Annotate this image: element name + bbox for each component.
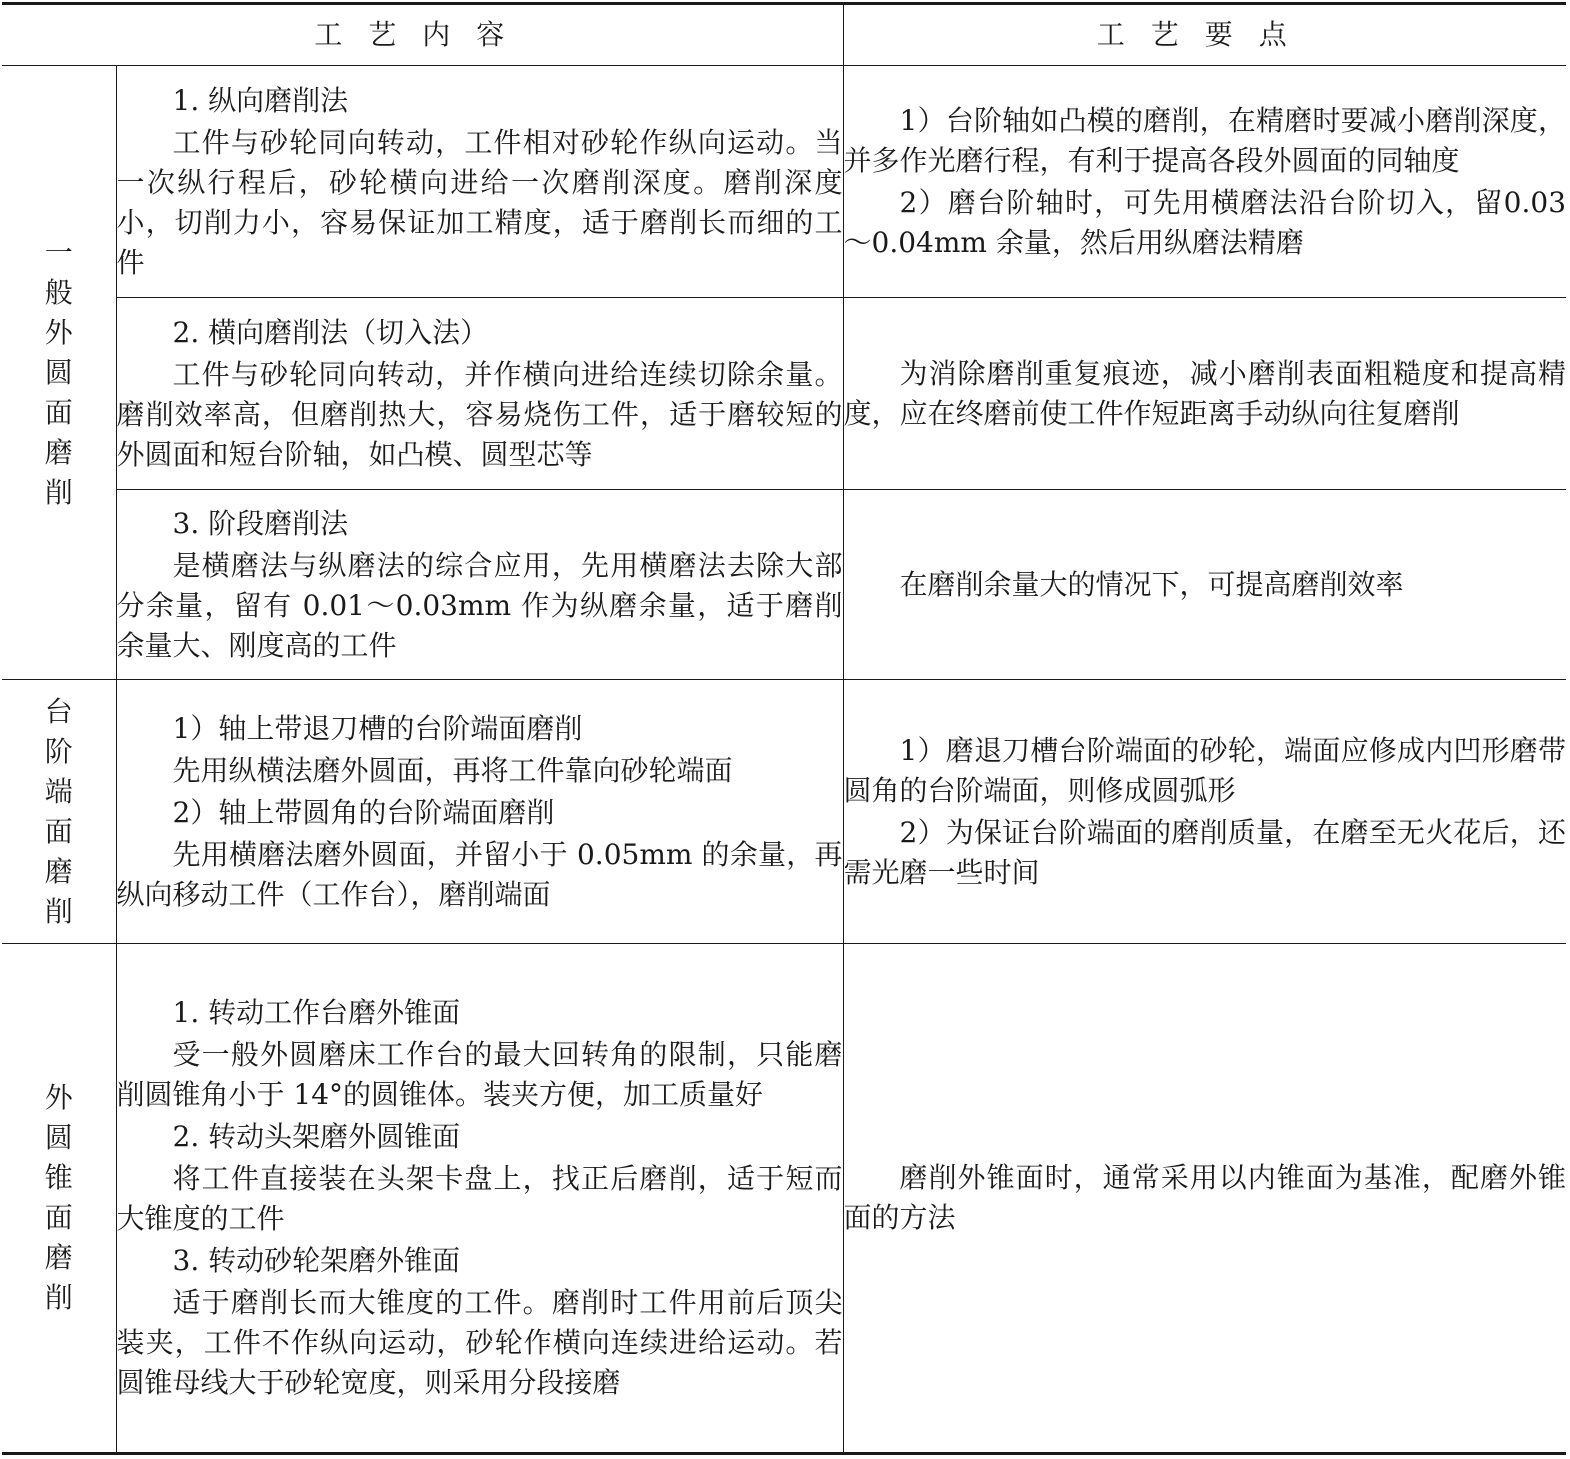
points-paragraph: 2）为保证台阶端面的磨削质量，在磨至无火花后，还需光磨一些时间: [843, 815, 1567, 889]
points-paragraph: 在磨削余量大的情况下，可提高磨削效率: [899, 567, 1404, 601]
header-points: 工艺要点: [843, 4, 1566, 66]
points-paragraph: 磨削外锥面时，通常采用以内锥面为基准，配磨外锥面的方法: [843, 1161, 1567, 1234]
points-cell: [843, 490, 1566, 680]
category-label: 一般外圆面磨削: [44, 235, 73, 509]
content-paragraph: 受一般外圆磨床工作台的最大回转角的限制，只能磨削圆锥角小于 14°的圆锥体。装夹方便，加工质量好: [116, 1038, 843, 1111]
category-label: 台阶端面磨削: [44, 694, 73, 928]
table-row: [2, 944, 1566, 1454]
content-paragraph: 3. 转动砂轮架磨外锥面: [172, 1244, 461, 1277]
content-paragraph: 1. 转动工作台磨外锥面: [172, 996, 461, 1029]
points-cell: [843, 298, 1566, 490]
category-cell: [2, 66, 116, 680]
content-paragraph: 是横磨法与纵磨法的综合应用，先用横磨法去除大部分余量，留有 0.01～0.03mm 作为纵磨余量，适于磨削余量大、刚度高的工件: [116, 548, 843, 662]
content-paragraph: 2）轴上带圆角的台阶端面磨削: [172, 795, 555, 829]
points-paragraph: 2）磨台阶轴时，可先用横磨法沿台阶切入，留0.03～0.04mm 余量，然后用纵磨法精磨: [843, 185, 1567, 259]
points-cell: [843, 944, 1566, 1454]
content-paragraph: 先用纵横法磨外圆面，再将工件靠向砂轮端面: [172, 753, 733, 787]
content-cell: [116, 680, 843, 944]
content-paragraph: 1）轴上带退刀槽的台阶端面磨削: [172, 711, 583, 745]
process-table: [2, 2, 1566, 1455]
content-paragraph: 工件与砂轮同向转动，工件相对砂轮作纵向运动。当一次纵行程后，砂轮横向进给一次磨削深度。磨削深度小，切削力小，容易保证加工精度，适于磨削长而细的工件: [116, 125, 843, 279]
content-paragraph: 将工件直接装在头架卡盘上，找正后磨削，适于短而大锥度的工件: [116, 1162, 843, 1235]
content-cell: [116, 944, 843, 1454]
points-paragraph: 为消除磨削重复痕迹，减小磨削表面粗糙度和提高精度，应在终磨前使工件作短距离手动纵向往复磨削: [843, 356, 1567, 430]
content-paragraph: 2. 转动头架磨外圆锥面: [172, 1120, 461, 1153]
table-row: [2, 490, 1566, 680]
table-row: [2, 680, 1566, 944]
header-content: 工艺内容: [2, 4, 843, 66]
table-row: [2, 66, 1566, 298]
content-paragraph: 3. 阶段磨削法: [172, 506, 349, 540]
points-paragraph: 1）磨退刀槽台阶端面的砂轮，端面应修成内凹形磨带圆角的台阶端面，则修成圆弧形: [843, 733, 1567, 807]
points-cell: [843, 66, 1566, 298]
content-cell: [116, 66, 843, 298]
content-paragraph: 工件与砂轮同向转动，并作横向进给连续切除余量。磨削效率高，但磨削热大，容易烧伤工件，适于磨较短的外圆面和短台阶轴，如凸模、圆型芯等: [116, 357, 843, 471]
content-cell: [116, 298, 843, 490]
content-cell: [116, 490, 843, 680]
content-paragraph: 2. 横向磨削法（切入法）: [172, 315, 489, 349]
content-paragraph: 先用横磨法磨外圆面，并留小于 0.05mm 的余量，再纵向移动工件（工作台），磨削端面: [116, 837, 843, 911]
category-cell: [2, 944, 116, 1454]
category-cell: [2, 680, 116, 944]
points-paragraph: 1）台阶轴如凸模的磨削，在精磨时要减小磨削深度，并多作光磨行程，有利于提高各段外圆面的同轴度: [843, 103, 1567, 177]
points-cell: [843, 680, 1566, 944]
category-label: 外圆锥面磨削: [44, 1081, 73, 1314]
table-row: [2, 298, 1566, 490]
header-row: [2, 4, 1566, 66]
content-paragraph: 1. 纵向磨削法: [172, 83, 349, 117]
content-paragraph: 适于磨削长而大锥度的工件。磨削时工件用前后顶尖装夹，工件不作纵向运动，砂轮作横向连续进给运动。若圆锥母线大于砂轮宽度，则采用分段接磨: [116, 1286, 843, 1399]
